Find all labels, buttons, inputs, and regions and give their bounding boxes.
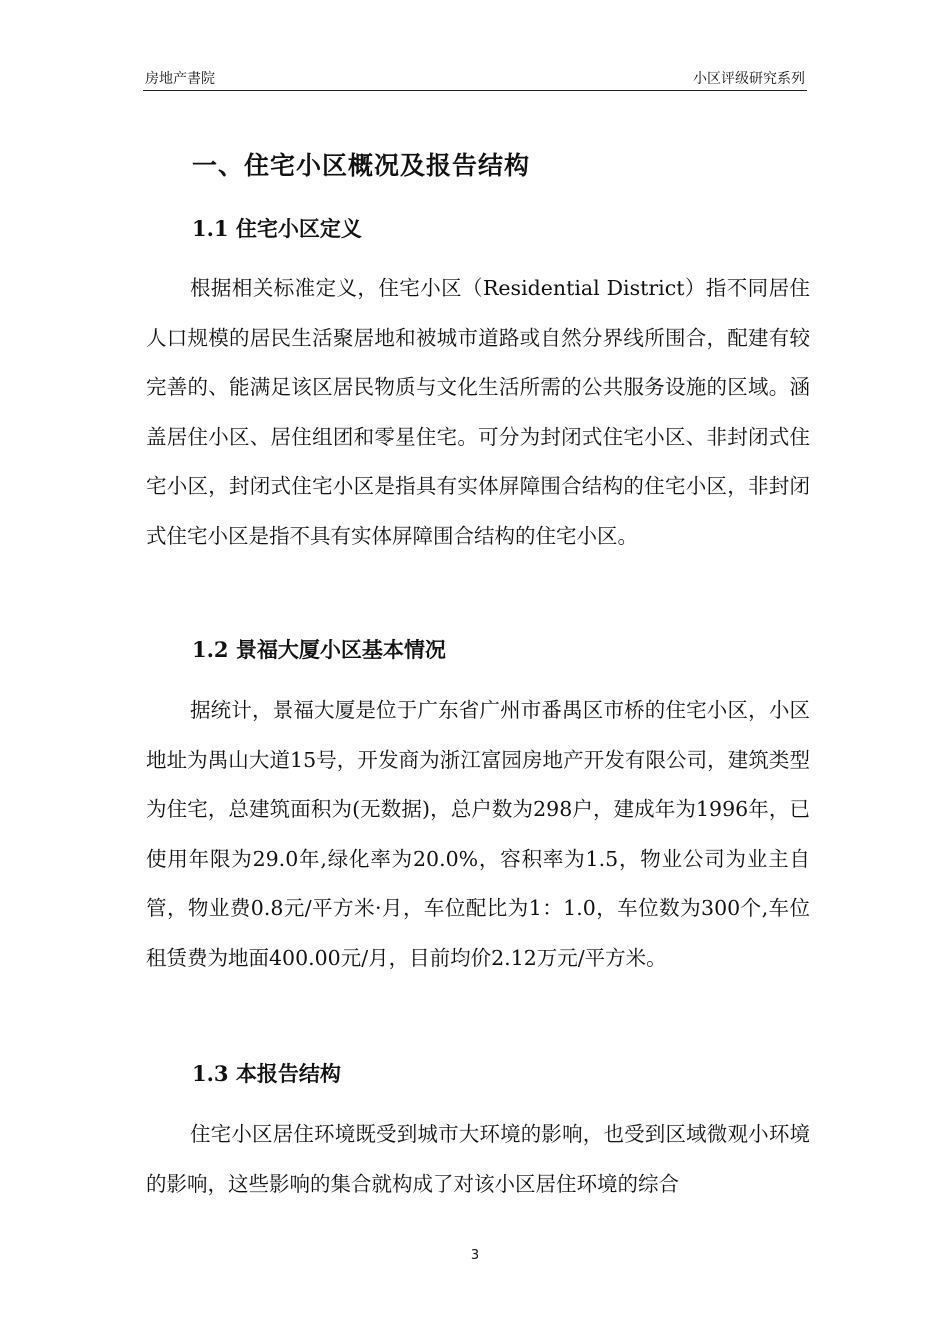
paragraph-definition: 根据相关标准定义，住宅小区（Residential District）指不同居住人口规模的居民生活聚居地和被城市道路或自然分界线所围合，配建有较完善的、能满足该区居民物质与文化生活所需的公共服务设施的区域。涵盖居住小区、居住组团和零星住宅。可分为封闭式住宅小区、非封闭式住宅小区，封闭式住宅小区是指具有实体屏障围合结构的住宅小区，非封闭式住宅小区是指不具有实体屏障围合结构的住宅小区。: [146, 276, 810, 548]
page-number: 3: [470, 1248, 480, 1263]
header-right-title: 小区评级研究系列: [693, 71, 805, 87]
subsection-heading-1-3: 1.3 本报告结构: [192, 1061, 341, 1086]
subsection-heading-1-1: 1.1 住宅小区定义: [192, 216, 362, 241]
paragraph-report-structure: 住宅小区居住环境既受到城市大环境的影响，也受到区域微观小环境的影响，这些影响的集合就构成了对该小区居住环境的综合: [146, 1122, 810, 1196]
header-left-title: 房地产書院: [145, 71, 215, 87]
section-title: 一、住宅小区概况及报告结构: [192, 151, 531, 180]
page-header: [143, 66, 807, 91]
subsection-heading-1-2: 1.2 景福大厦小区基本情况: [192, 637, 446, 662]
paragraph-basic-info: 据统计，景福大厦是位于广东省广州市番禺区市桥的住宅小区，小区地址为禺山大道15号，开发商为浙江富园房地产开发有限公司，建筑类型为住宅，总建筑面积为(无数据)，总户数为298户，建成年为1996年，已使用年限为29.0年,绿化率为20.0%，容积率为1.5，物业公司为业主自管，物业费0.8元/平方米·月，车位配比为1：1.0，车位数为300个,车位租赁费为地面400.00元/月，目前均价2.12万元/平方米。: [146, 698, 810, 970]
